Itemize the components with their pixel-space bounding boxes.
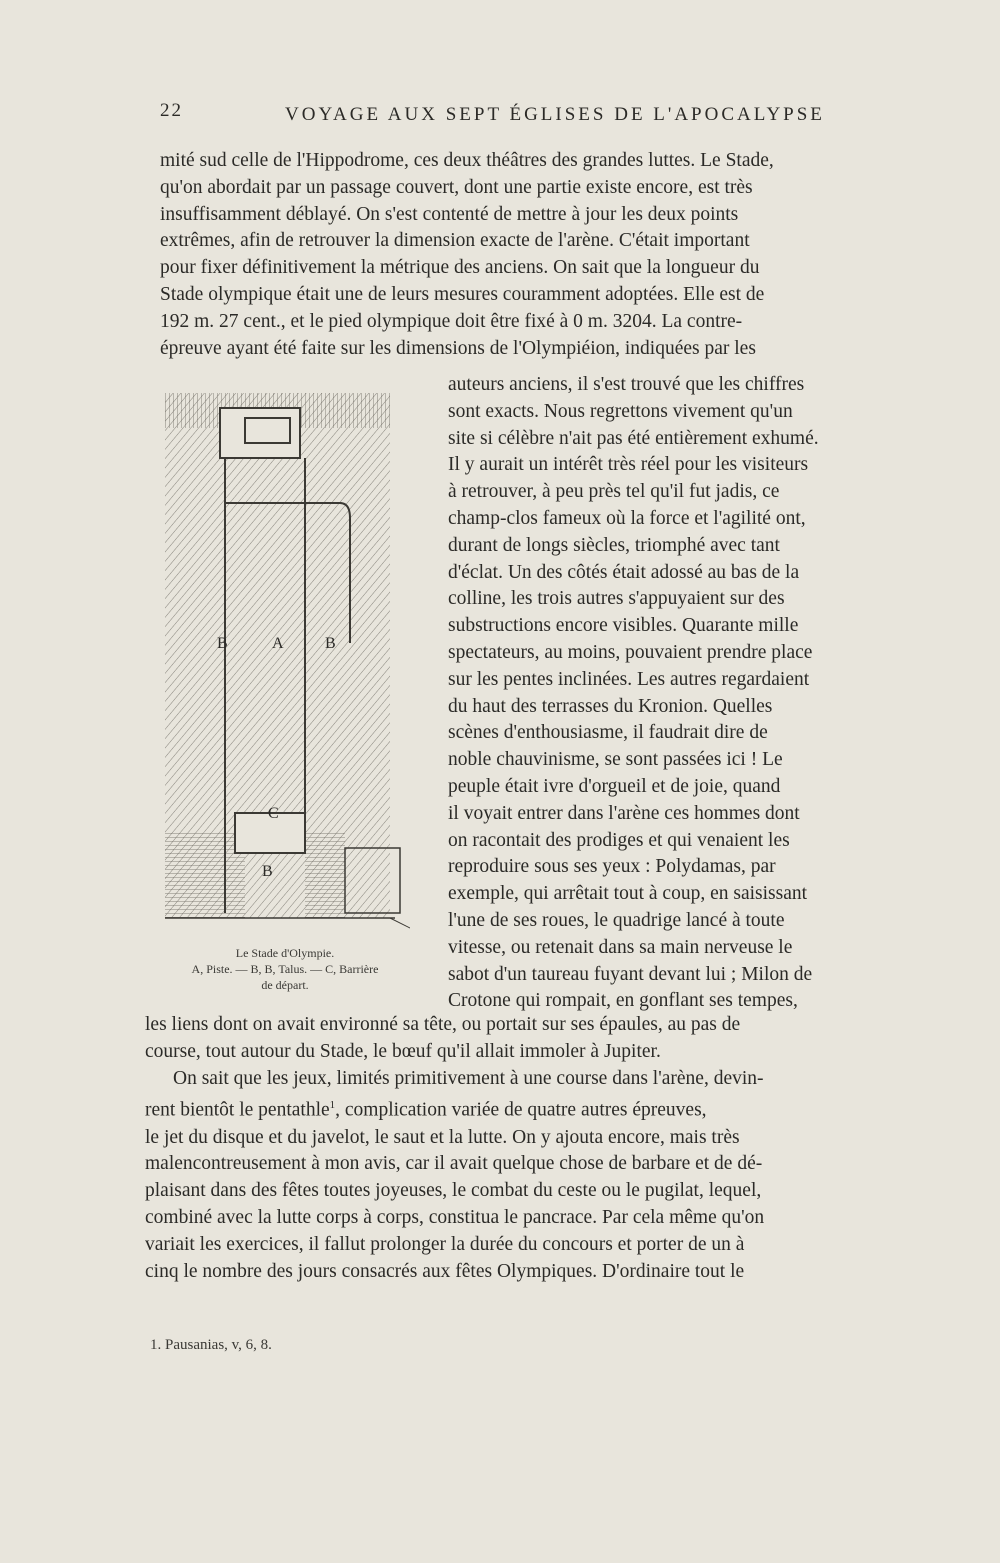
text-line: Crotone qui rompait, en gonflant ses tempes, [448,990,798,1012]
text-line: auteurs anciens, il s'est trouvé que les chiffres [448,374,805,395]
caption-line: de départ. [261,978,309,992]
text-line: champ-clos fameux où la force et l'agilité ont, [448,507,806,529]
text-line: variait les exercices, il fallut prolonger la durée du concours et porter de un à [145,1233,745,1255]
text-line: épreuve ayant été faite sur les dimensions de l'Olympiéion, indiquées par les [160,337,756,359]
label-b-left: B [217,635,228,652]
caption-line: A, Piste. — B, B, Talus. — C, Barrière [191,962,379,976]
label-c: C [268,805,279,822]
text-line: peuple était ivre d'orgueil et de joie, quand [448,775,781,797]
text-line: combiné avec la lutte corps à corps, constitua le pancrace. Par cela même qu'on [145,1207,765,1229]
text-line: du haut des terrasses du Kronion. Quelles [448,695,773,717]
upper-building-inner [245,418,290,443]
text-line: les liens dont on avait environné sa tête, ou portait sur ses épaules, au pas de [145,1014,741,1035]
text-line: on racontait des prodiges et qui venaient les [448,829,790,851]
running-title: VOYAGE AUX SEPT ÉGLISES DE L'APOCALYPSE [285,104,825,125]
text-line: l'une de ses roues, le quadrige lancé à toute [448,909,785,931]
text-line: il voyait entrer dans l'arène ces hommes dont [448,802,800,824]
bottom-right-hatching [305,833,345,918]
text-line: On sait que les jeux, limités primitivement à une course dans l'arène, devin- [173,1067,764,1089]
text-line: qu'on abordait par un passage couvert, dont une partie existe encore, est très [160,176,753,198]
page-number: 22 [160,100,183,121]
label-b-right: B [325,635,336,652]
text-line: scènes d'enthousiasme, il faudrait dire de [448,722,768,744]
text-line: insuffisamment déblayé. On s'est contenté de mettre à jour les deux points [160,203,739,225]
caption-line: Le Stade d'Olympie. [235,946,335,960]
text-line: sabot d'un taureau fuyant devant lui ; Milon de [448,963,813,985]
footnote-marker: 1 [329,1099,336,1112]
body-text-beside-figure [448,372,853,1015]
text-line: pour fixer définitivement la métrique des anciens. On sait que la longueur du [160,257,760,279]
text-line: colline, les trois autres s'appuyaient sur des [448,588,785,610]
body-text-bottom [145,1012,855,1285]
text-line: substructions encore visibles. Quarante mille [448,615,799,637]
text-line: vitesse, ou retenait dans sa main nerveuse le [448,936,793,958]
text-line: 192 m. 27 cent., et le pied olympique doit être fixé à 0 m. 3204. La contre- [160,310,743,332]
leader-line [390,918,410,933]
text-line: site si célèbre n'ait pas été entièrement exhumé. [448,427,819,449]
text-line: durant de longs siècles, triomphé avec tant [448,534,780,556]
text-line: malencontreusement à mon avis, car il avait quelque chose de barbare et de dé- [145,1153,763,1175]
body-text-top [160,148,855,362]
text-fragment: , complication variée de quatre autres épreuves, [335,1099,707,1121]
figure-caption [150,945,420,993]
text-line: course, tout autour du Stade, le bœuf qu'il allait immoler à Jupiter. [145,1040,661,1062]
text-line: exemple, qui arrêtait tout à coup, en saisissant [448,883,808,905]
text-line: Il y aurait un intérêt très réel pour les visiteurs [448,454,809,476]
text-line: noble chauvinisme, se sont passées ici ! Le [448,749,783,771]
text-line: à retrouver, à peu près tel qu'il fut jadis, ce [448,481,780,503]
text-line: cinq le nombre des jours consacrés aux fêtes Olympiques. D'ordinaire tout le [145,1260,745,1282]
text-line: sont exacts. Nous regrettons vivement qu'un [448,400,793,422]
label-b-bottom: B [262,863,273,880]
bottom-left-hatching [165,833,245,918]
text-line: le jet du disque et du javelot, le saut et la lutte. On y ajouta encore, mais très [145,1126,740,1148]
text-line: extrêmes, afin de retrouver la dimension exacte de l'arène. C'était important [160,230,750,252]
running-head [160,100,880,130]
text-line: mité sud celle de l'Hippodrome, ces deux théâtres des grandes luttes. Le Stade, [160,150,774,171]
label-a: A [272,635,284,652]
stadium-plan-illustration [165,393,410,933]
text-line: Stade olympique était une de leurs mesures couramment adoptées. Elle est de [160,283,765,305]
text-fragment: rent bientôt le pentathle [145,1099,330,1121]
text-line: d'éclat. Un des côtés était adossé au bas de la [448,561,800,583]
text-line-with-note [145,1092,855,1124]
text-line: plaisant dans des fêtes toutes joyeuses, le combat du ceste ou le pugilat, lequel, [145,1180,762,1202]
text-line: reproduire sous ses yeux : Polydamas, par [448,856,776,878]
text-line: spectateurs, au moins, pouvaient prendre place [448,641,813,663]
text-line: sur les pentes inclinées. Les autres regardaient [448,668,810,690]
stadium-plan-figure [165,393,410,933]
footnote: 1. Pausanias, v, 6, 8. [150,1337,272,1353]
